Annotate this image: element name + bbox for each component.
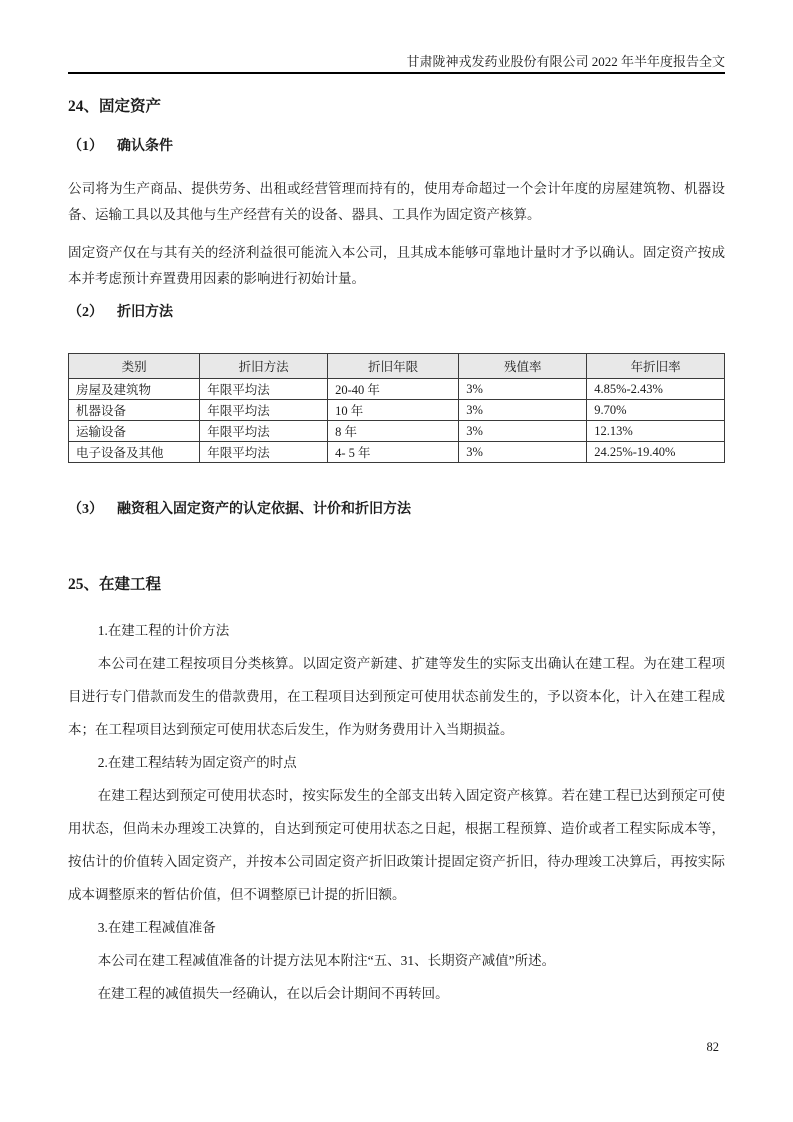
table-row <box>69 442 725 463</box>
table-cell: 年限平均法 <box>200 379 328 400</box>
table-row <box>69 400 725 421</box>
table-cell: 机器设备 <box>69 400 200 421</box>
column-header: 残值率 <box>459 354 587 379</box>
table-row <box>69 421 725 442</box>
table-cell: 3% <box>459 400 587 421</box>
table-cell: 年限平均法 <box>200 400 328 421</box>
section-24-heading: 24、固定资产 <box>68 98 162 115</box>
paragraph: 公司将为生产商品、提供劳务、出租或经营管理而持有的，使用寿命超过一个会计年度的房屋建筑物、机器设备、运输工具以及其他与生产经营有关的设备、器具、工具作为固定资产核算。 <box>68 181 725 222</box>
paragraph: 本公司在建工程减值准备的计提方法见本附注“五、31、长期资产减值”所述。 <box>97 953 556 968</box>
column-header: 折旧年限 <box>328 354 459 379</box>
table-cell: 3% <box>459 379 587 400</box>
table-cell: 3% <box>459 421 587 442</box>
section-24-sub3-heading: （3） 融资租入固定资产的认定依据、计价和折旧方法 <box>68 502 411 517</box>
column-header: 折旧方法 <box>200 354 328 379</box>
table-cell: 12.13% <box>587 421 725 442</box>
table-cell: 年限平均法 <box>200 442 328 463</box>
table-cell: 3% <box>459 442 587 463</box>
section-24-sub1-heading: （1） 确认条件 <box>68 139 173 154</box>
table-row <box>69 379 725 400</box>
paragraph: 在建工程达到预定可使用状态时，按实际发生的全部支出转入固定资产核算。若在建工程已达到预定可使用状态，但尚未办理竣工决算的，自达到预定可使用状态之日起，根据工程预算、造价或者工程实际成本等，按估计的价值转入固定资产，并按本公司固定资产折旧政策计提固定资产折旧，待办理竣工决算后，再按实际成本调整原来的暂估价值，但不调整原已计提的折旧额。 <box>68 788 725 902</box>
table-cell: 9.70% <box>587 400 725 421</box>
table-cell: 电子设备及其他 <box>69 442 200 463</box>
list-item-heading: 3.在建工程减值准备 <box>97 920 216 935</box>
table-header-row <box>69 354 725 379</box>
table-cell: 20-40 年 <box>328 379 459 400</box>
table-cell: 4.85%-2.43% <box>587 379 725 400</box>
page-number: 82 <box>706 1040 719 1054</box>
section-24-sub2-heading: （2） 折旧方法 <box>68 305 173 320</box>
running-header-text: 甘肃陇神戎发药业股份有限公司 2022 年半年度报告全文 <box>406 54 725 69</box>
table-cell: 8 年 <box>328 421 459 442</box>
column-header: 类别 <box>69 354 200 379</box>
list-item-heading: 2.在建工程结转为固定资产的时点 <box>97 755 297 770</box>
table-cell: 10 年 <box>328 400 459 421</box>
running-header <box>68 0 725 74</box>
table-cell: 房屋及建筑物 <box>69 379 200 400</box>
depreciation-table <box>68 353 725 463</box>
section-25-heading: 25、在建工程 <box>68 576 162 593</box>
section-25-body <box>68 614 725 1010</box>
paragraph: 固定资产仅在与其有关的经济利益很可能流入本公司，且其成本能够可靠地计量时才予以确认。固定资产按成本并考虑预计弃置费用因素的影响进行初始计量。 <box>68 245 725 286</box>
table-cell: 年限平均法 <box>200 421 328 442</box>
paragraph: 在建工程的减值损失一经确认，在以后会计期间不再转回。 <box>97 986 449 1001</box>
column-header: 年折旧率 <box>587 354 725 379</box>
table-cell: 24.25%-19.40% <box>587 442 725 463</box>
paragraph: 本公司在建工程按项目分类核算。以固定资产新建、扩建等发生的实际支出确认在建工程。为在建工程项目进行专门借款而发生的借款费用，在工程项目达到预定可使用状态前发生的，予以资本化，计入在建工程成本；在工程项目达到预定可使用状态后发生，作为财务费用计入当期损益。 <box>68 656 725 737</box>
list-item-heading: 1.在建工程的计价方法 <box>97 623 230 638</box>
table-cell: 4- 5 年 <box>328 442 459 463</box>
table-cell: 运输设备 <box>69 421 200 442</box>
